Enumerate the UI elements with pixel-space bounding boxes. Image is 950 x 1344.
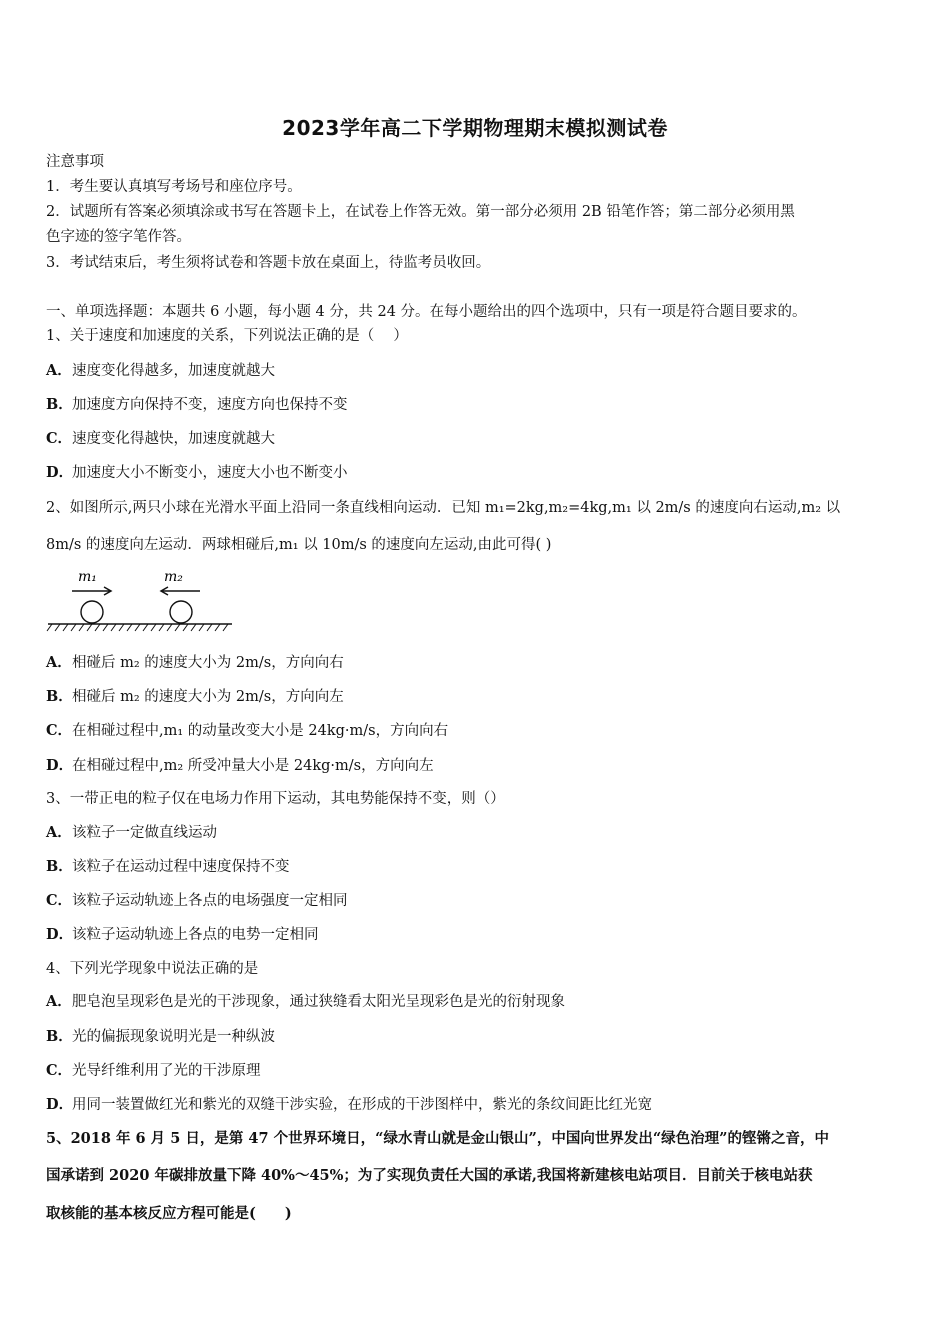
option-letter: D． — [46, 1096, 74, 1113]
q1-option-c — [46, 429, 908, 449]
page-title: 2023学年高二下学期物理期末模拟测试卷 — [282, 116, 668, 140]
option-text: 速度变化得越快，加速度就越大 — [72, 431, 275, 447]
question-5-line2: 国承诺到 2020 年碳排放量下降 40%～45%；为了实现负责任大国的承诺,我国将新建核电站项目．目前关于核电站获 — [46, 1167, 813, 1184]
option-letter: C． — [46, 722, 73, 739]
option-text: 肥皂泡呈现彩色是光的干涉现象，通过狭缝看太阳光呈现彩色是光的衍射现象 — [72, 994, 565, 1010]
option-text: 相碰后 m₂ 的速度大小为 2m/s，方向向左 — [72, 689, 344, 705]
notice-heading: 注意事项 — [46, 154, 104, 170]
option-letter: D． — [46, 757, 74, 774]
option-text: 该粒子一定做直线运动 — [72, 825, 217, 841]
option-text: 光的偏振现象说明光是一种纵波 — [72, 1029, 275, 1045]
option-letter: D． — [46, 926, 74, 943]
q4-option-a — [46, 992, 908, 1012]
option-letter: B． — [46, 688, 73, 705]
q1-option-a — [46, 361, 908, 381]
option-letter: C． — [46, 892, 73, 909]
notice-item: 3．考试结束后，考生须将试卷和答题卡放在桌面上，待监考员收回。 — [46, 255, 491, 271]
option-letter: A． — [46, 654, 72, 671]
notice-item: 2．试题所有答案必须填涂或书写在答题卡上，在试卷上作答无效。第一部分必须用 2B 铅笔作答；第二部分必须用黑 — [46, 204, 795, 220]
q3-option-b — [46, 857, 908, 877]
m2-label: m₂ — [164, 569, 183, 585]
option-text: 在相碰过程中,m₁ 的动量改变大小是 24kg·m/s，方向向右 — [72, 723, 449, 739]
section-heading: 一、单项选择题：本题共 6 小题，每小题 4 分，共 24 分。在每小题给出的四个选项中，只有一项是符合题目要求的。 — [46, 304, 807, 320]
option-text: 在相碰过程中,m₂ 所受冲量大小是 24kg·m/s，方向向左 — [72, 758, 434, 774]
ball-m1 — [81, 601, 103, 623]
option-text: 加速度方向保持不变，速度方向也保持不变 — [72, 397, 348, 413]
option-letter: D． — [46, 464, 74, 481]
q4-option-d — [46, 1095, 908, 1115]
q2-option-a — [46, 653, 908, 673]
option-letter: A． — [46, 993, 72, 1010]
question-1-stem: 1、关于速度和加速度的关系，下列说法正确的是（ ） — [46, 328, 408, 344]
option-text: 加速度大小不断变小，速度大小也不断变小 — [72, 465, 348, 481]
option-letter: A． — [46, 824, 72, 841]
q3-option-a — [46, 823, 908, 843]
option-text: 该粒子运动轨迹上各点的电场强度一定相同 — [72, 893, 348, 909]
option-text: 该粒子运动轨迹上各点的电势一定相同 — [72, 927, 319, 943]
question-2-stem-line1: 2、如图所示,两只小球在光滑水平面上沿同一条直线相向运动．已知 m₁=2kg,m₂=4kg,m₁ 以 2m/s 的速度向右运动,m₂ 以 — [46, 500, 841, 516]
option-letter: B． — [46, 858, 73, 875]
q3-option-d — [46, 925, 908, 945]
q4-option-c — [46, 1061, 908, 1081]
option-letter: B． — [46, 1028, 73, 1045]
ground-surface — [47, 624, 232, 631]
collision-figure — [46, 566, 236, 636]
question-5-line1: 5、2018 年 6 月 5 日，是第 47 个世界环境日，“绿水青山就是金山银山”，中国向世界发出“绿色治理”的铿锵之音，中 — [46, 1130, 829, 1147]
q3-option-c — [46, 891, 908, 911]
question-4-stem: 4、下列光学现象中说法正确的是 — [46, 961, 259, 977]
notice-item: 色字迹的签字笔作答。 — [46, 229, 191, 245]
question-5-line3: 取核能的基本核反应方程可能是( ) — [46, 1205, 292, 1222]
option-text: 速度变化得越多，加速度就越大 — [72, 363, 275, 379]
q2-option-c — [46, 721, 908, 741]
q4-option-b — [46, 1027, 908, 1047]
option-text: 光导纤维利用了光的干涉原理 — [72, 1063, 261, 1079]
notice-item: 1．考生要认真填写考场号和座位序号。 — [46, 179, 302, 195]
option-letter: A． — [46, 362, 72, 379]
option-letter: B． — [46, 396, 73, 413]
option-text: 相碰后 m₂ 的速度大小为 2m/s，方向向右 — [72, 655, 344, 671]
option-text: 该粒子在运动过程中速度保持不变 — [72, 859, 290, 875]
question-2-stem-line2: 8m/s 的速度向左运动．两球相碰后,m₁ 以 10m/s 的速度向左运动,由此可得( ) — [46, 537, 552, 553]
q1-option-d — [46, 463, 908, 483]
question-3-stem: 3、一带正电的粒子仅在电场力作用下运动，其电势能保持不变，则（） — [46, 791, 505, 807]
q2-option-b — [46, 687, 908, 707]
q2-option-d — [46, 756, 908, 776]
q1-option-b — [46, 395, 908, 415]
option-letter: C． — [46, 1062, 73, 1079]
m1-label: m₁ — [78, 569, 97, 585]
left-arrow-icon — [161, 587, 200, 595]
option-letter: C． — [46, 430, 73, 447]
option-text: 用同一装置做红光和紫光的双缝干涉实验，在形成的干涉图样中，紫光的条纹间距比红光宽 — [72, 1097, 652, 1113]
ball-m2 — [170, 601, 192, 623]
right-arrow-icon — [72, 587, 111, 595]
